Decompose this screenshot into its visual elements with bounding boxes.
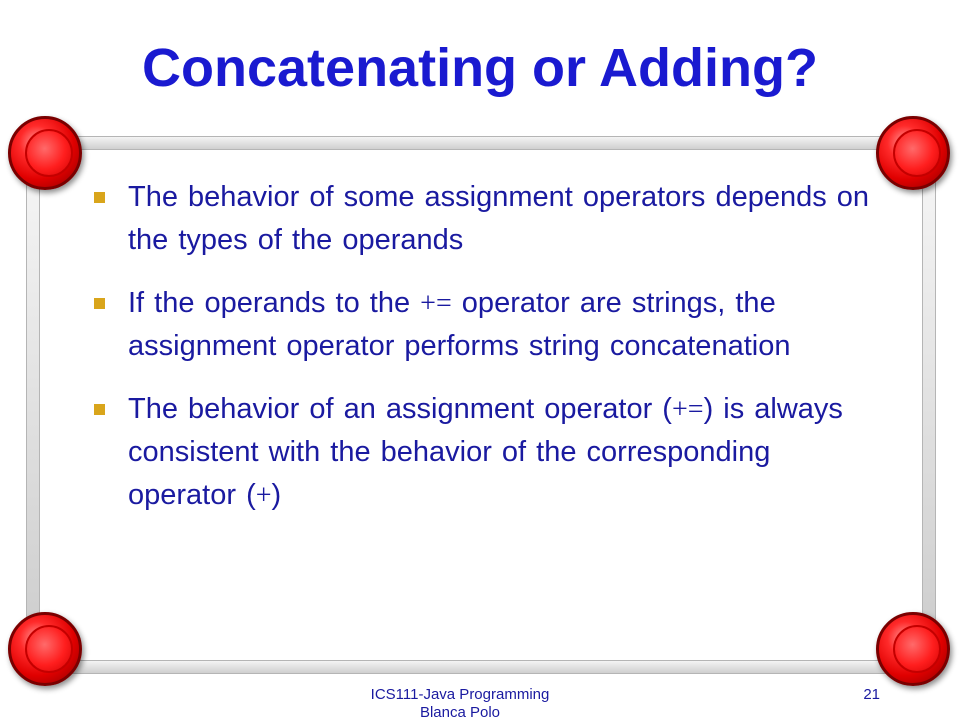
frame-rod-bottom — [70, 660, 892, 674]
pin-bottom-right-icon — [876, 612, 950, 686]
bullet-text: The behavior of an assignment operator ( — [128, 393, 672, 425]
pin-bottom-left-icon — [8, 612, 82, 686]
pin-top-left-icon — [8, 116, 82, 190]
slide-number: 21 — [863, 686, 880, 703]
square-bullet-icon — [94, 404, 105, 415]
footer-course-name: ICS111-Java Programming — [370, 686, 550, 703]
bullet-text: ) — [271, 479, 282, 511]
bullet-item — [92, 388, 882, 517]
operator-text: += — [671, 394, 704, 425]
operator-text: += — [420, 288, 452, 319]
square-bullet-icon — [94, 298, 105, 309]
footer-author: Blanca Polo — [419, 704, 501, 721]
bullet-text: The behavior of some assignment operators depends on the types of the operands — [128, 181, 870, 256]
footer-course — [335, 686, 585, 722]
pin-top-right-icon — [876, 116, 950, 190]
frame-rod-left — [26, 180, 40, 622]
bullet-item — [92, 282, 882, 368]
bullet-text: ) is always consistent with the behavior of the corresponding operator ( — [128, 393, 843, 511]
square-bullet-icon — [94, 192, 105, 203]
operator-text: + — [255, 480, 272, 511]
bullet-text: operator are strings, the assignment operator performs string concatenation — [128, 287, 791, 362]
frame-rod-top — [70, 136, 892, 150]
slide-title: Concatenating or Adding? — [142, 38, 818, 98]
bullet-list — [92, 176, 882, 517]
bullet-item — [92, 176, 882, 262]
bullet-text: If the operands to the — [128, 287, 421, 319]
frame-rod-right — [922, 180, 936, 622]
